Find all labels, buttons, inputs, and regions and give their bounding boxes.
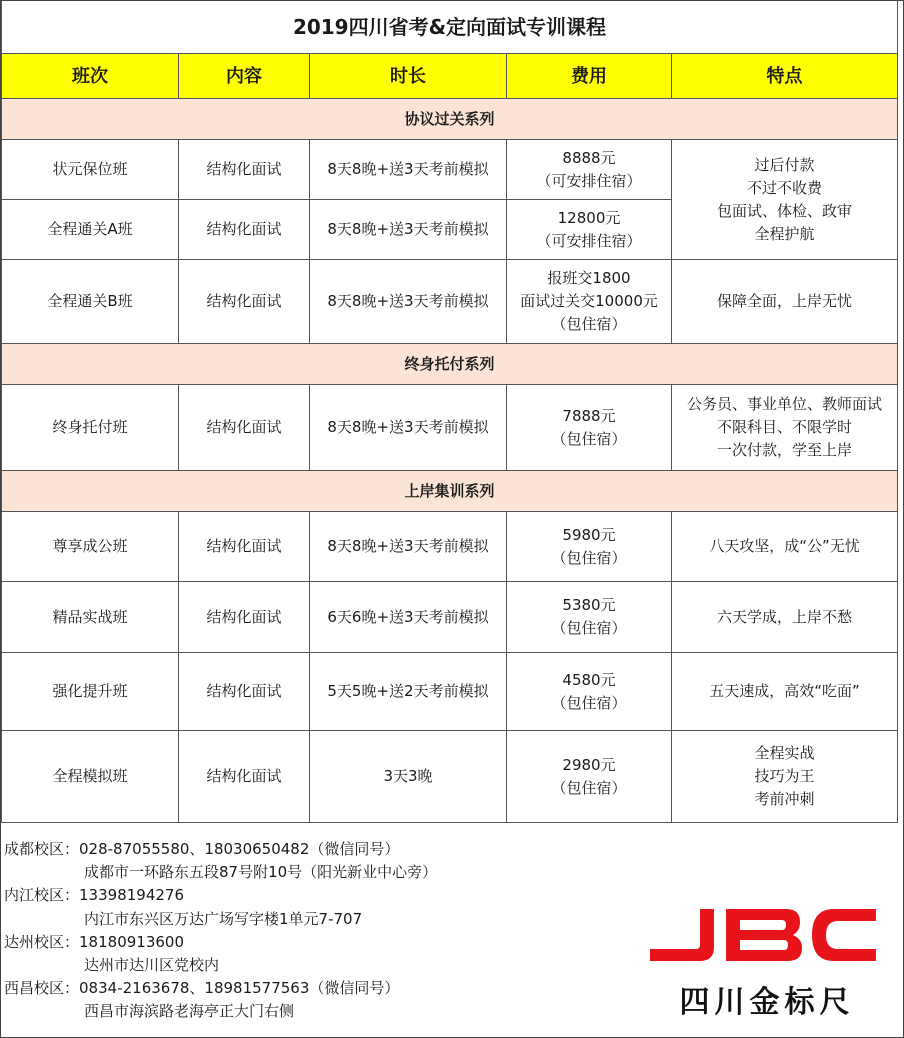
campus-phone-line [4, 838, 624, 861]
class-name: 精品实战班 [2, 582, 179, 653]
section-title: 终身托付系列 [2, 344, 898, 385]
brand-name: 四川金标尺 [679, 985, 855, 1020]
duration-cell: 8天8晚+送3天考前模拟 [310, 140, 507, 200]
fee-line: 2980元 [562, 755, 616, 774]
fee-line: （包住宿） [551, 429, 627, 448]
fee-cell [507, 653, 672, 731]
campus-phone-line [4, 931, 624, 954]
fee-cell [507, 200, 672, 260]
fee-line: （可安排住宿） [536, 231, 642, 250]
course-table [1, 1, 898, 823]
feature-line: 技巧为王 [754, 767, 815, 785]
duration-cell: 8天8晚+送3天考前模拟 [310, 200, 507, 260]
brand-logo [648, 905, 878, 1020]
feature-line: 不限科目、不限学时 [716, 418, 852, 436]
header-row [2, 54, 898, 99]
fee-line: （可安排住宿） [536, 171, 642, 190]
feature-line: 公务员、事业单位、教师面试 [686, 395, 882, 413]
section-title: 上岸集训系列 [2, 471, 898, 512]
content-cell: 结构化面试 [179, 385, 310, 471]
feature-line: 一次付款，学至上岸 [716, 441, 852, 459]
features-cell: 八天攻坚，成“公”无忧 [672, 512, 898, 582]
duration-cell: 8天8晚+送3天考前模拟 [310, 260, 507, 344]
fee-line: 8888元 [562, 148, 616, 167]
fee-line: 5380元 [562, 596, 616, 614]
content-cell: 结构化面试 [179, 731, 310, 823]
feature-line: 不过不收费 [746, 178, 822, 197]
header-content: 内容 [179, 54, 310, 99]
class-name: 强化提升班 [2, 653, 179, 731]
fee-line: （包住宿） [551, 778, 627, 797]
class-name: 全程模拟班 [2, 731, 179, 823]
campus-phone: 13398194276 [79, 886, 184, 905]
duration-cell: 8天8晚+送3天考前模拟 [310, 512, 507, 582]
campus-contacts [4, 838, 624, 1024]
page-title: 2019四川省考&定向面试专训课程 [2, 1, 898, 54]
campus-label: 内江校区： [4, 886, 80, 905]
campus-address: 内江市东兴区万达广场写字楼1单元7-707 [84, 909, 363, 928]
features-cell [672, 140, 898, 260]
features-cell: 五天速成，高效“吃面” [672, 653, 898, 731]
table-row [2, 512, 898, 582]
jbc-logo-mark [648, 905, 878, 969]
fee-line: （包住宿） [551, 548, 627, 567]
fee-line: 4580元 [562, 670, 616, 689]
features-cell: 六天学成，上岸不愁 [672, 582, 898, 653]
duration-cell: 3天3晚 [310, 731, 507, 823]
features-cell [672, 385, 898, 471]
campus-address: 西昌市海滨路老海亭正大门右侧 [84, 1002, 295, 1021]
fee-cell [507, 582, 672, 653]
table-row [2, 140, 898, 200]
campus-label: 西昌校区： [4, 979, 80, 998]
class-name: 终身托付班 [2, 385, 179, 471]
fee-cell [507, 512, 672, 582]
features-cell [672, 731, 898, 823]
content-cell: 结构化面试 [179, 512, 310, 582]
duration-cell: 6天6晚+送3天考前模拟 [310, 582, 507, 653]
campus-phone: 0834-2163678、18981577563（微信同号） [79, 979, 400, 998]
fee-line: （包住宿） [551, 693, 627, 712]
table-row [2, 260, 898, 344]
table-row [2, 385, 898, 471]
fee-line: 12800元 [557, 208, 621, 227]
class-name: 全程通关A班 [2, 200, 179, 260]
content-cell: 结构化面试 [179, 200, 310, 260]
header-features: 特点 [672, 54, 898, 99]
section-row [2, 471, 898, 512]
fee-line: 报班交1800 [547, 269, 631, 287]
fee-cell [507, 731, 672, 823]
campus-label: 成都校区： [4, 840, 80, 858]
fee-line: 7888元 [562, 406, 616, 425]
table-row [2, 653, 898, 731]
content-cell: 结构化面试 [179, 260, 310, 344]
class-name: 全程通关B班 [2, 260, 179, 344]
section-row [2, 99, 898, 140]
feature-line: 考前冲刺 [754, 790, 815, 808]
class-name: 状元保位班 [2, 140, 179, 200]
campus-phone-line [4, 884, 624, 907]
duration-cell: 5天5晚+送2天考前模拟 [310, 653, 507, 731]
title-row [2, 1, 898, 54]
fee-line: （包住宿） [551, 619, 627, 637]
fee-cell [507, 385, 672, 471]
section-row [2, 344, 898, 385]
table-row [2, 582, 898, 653]
feature-line: 全程护航 [754, 224, 815, 243]
duration-cell: 8天8晚+送3天考前模拟 [310, 385, 507, 471]
content-cell: 结构化面试 [179, 582, 310, 653]
table-row [2, 731, 898, 823]
header-class: 班次 [2, 54, 179, 99]
section-title: 协议过关系列 [2, 99, 898, 140]
fee-line: （包住宿） [551, 315, 627, 333]
header-duration: 时长 [310, 54, 507, 99]
fee-line: 5980元 [562, 525, 616, 544]
feature-line: 全程实战 [754, 744, 815, 762]
fee-line: 面试过关交10000元 [520, 292, 658, 310]
feature-line: 过后付款 [754, 155, 815, 174]
class-name: 尊享成公班 [2, 512, 179, 582]
fee-cell [507, 260, 672, 344]
campus-phone: 028-87055580、18030650482（微信同号） [79, 840, 400, 858]
campus-label: 达州校区： [4, 932, 80, 951]
campus-address: 达州市达川区党校内 [84, 956, 220, 975]
content-cell: 结构化面试 [179, 653, 310, 731]
feature-line: 包面试、体检、政审 [716, 201, 852, 220]
campus-phone-line [4, 977, 624, 1000]
content-cell: 结构化面试 [179, 140, 310, 200]
features-cell: 保障全面，上岸无忧 [672, 260, 898, 344]
header-fee: 费用 [507, 54, 672, 99]
campus-address: 成都市一环路东五段87号附10号（阳光新业中心旁） [84, 863, 438, 882]
fee-cell [507, 140, 672, 200]
campus-phone: 18180913600 [79, 932, 184, 951]
